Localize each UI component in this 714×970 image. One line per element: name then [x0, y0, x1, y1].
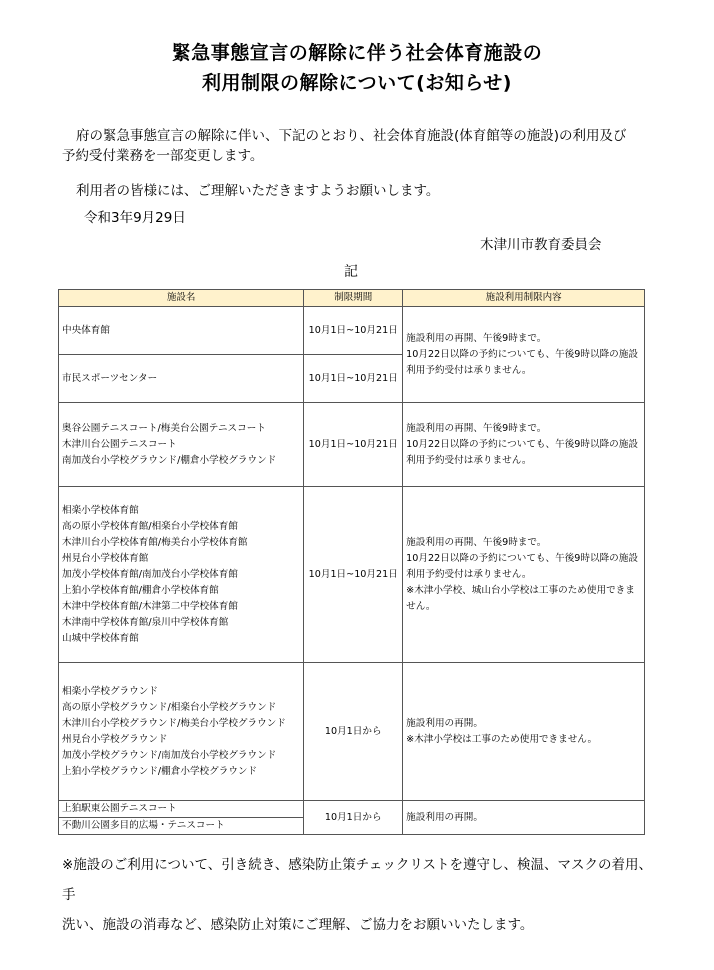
period-cell: 10月1日から [304, 663, 403, 801]
table-row [59, 403, 645, 487]
content-line: 10月22日以降の予約についても、午後9時以降の施設 [406, 552, 638, 564]
facility-name: 高の原小学校グラウンド/相楽台小学校グラウンド [62, 701, 277, 713]
content-line: ※木津小学校、城山台小学校は工事のため使用できま [406, 584, 635, 596]
facility-cell [59, 355, 304, 403]
facility-cell [59, 818, 304, 835]
title-line-2: 利用制限の解除について(お知らせ) [202, 72, 512, 94]
table-row [59, 663, 645, 801]
facility-name: 上狛小学校グラウンド/棚倉小学校グラウンド [62, 765, 258, 777]
facility-name: 上狛小学校体育館/棚倉小学校体育館 [62, 584, 219, 596]
facility-name: 州見台小学校グラウンド [62, 733, 168, 745]
facility-name: 奥谷公園テニスコート/梅美台公園テニスコート [62, 422, 266, 434]
content-cell [403, 307, 645, 403]
facility-name: 市民スポーツセンター [62, 372, 158, 384]
facility-name: 山城中学校体育館 [62, 632, 139, 644]
facility-name: 木津南中学校体育館/泉川中学校体育館 [62, 616, 229, 628]
intro-paragraph-1 [62, 126, 662, 166]
content-line: 施設利用の再開、午後9時まで。 [406, 332, 547, 344]
notice-date: 令和3年9月29日 [84, 210, 186, 226]
facility-name: 高の原小学校体育館/相楽台小学校体育館 [62, 520, 238, 532]
content-line: 施設利用の再開。 [406, 811, 483, 823]
facility-name: 中央体育館 [62, 324, 110, 336]
facility-cell [59, 307, 304, 355]
facility-cell [59, 403, 304, 487]
facility-name: 南加茂台小学校グラウンド/棚倉小学校グラウンド [62, 454, 277, 466]
period-cell: 10月1日~10月21日 [304, 307, 403, 355]
table-header-row [59, 290, 645, 307]
content-cell [403, 403, 645, 487]
facility-cell [59, 663, 304, 801]
footer-note [62, 850, 662, 940]
table-row [59, 307, 645, 355]
header-period: 制限期間 [304, 290, 403, 307]
facility-name: 相楽小学校体育館 [62, 504, 139, 516]
facility-name: 木津川台公園テニスコート [62, 438, 177, 450]
facility-name: 上狛駅東公園テニスコート [62, 803, 177, 814]
content-line: せん。 [406, 600, 436, 612]
period-cell: 10月1日~10月21日 [304, 403, 403, 487]
facility-name: 加茂小学校体育館/南加茂台小学校体育館 [62, 568, 238, 580]
period-cell: 10月1日~10月21日 [304, 355, 403, 403]
footer-line-1: ※施設のご利用について、引き続き、感染防止策チェックリストを遵守し、検温、マスクの着用、手 [62, 857, 653, 903]
facility-name: 不動川公園多目的広場・テニスコート [62, 820, 225, 831]
intro-paragraph-2: 利用者の皆様には、ご理解いただきますようお願いします。 [76, 183, 440, 199]
period-cell: 10月1日から [304, 801, 403, 835]
facility-name: 木津川台小学校体育館/梅美台小学校体育館 [62, 536, 248, 548]
content-line: 施設利用の再開、午後9時まで。 [406, 536, 547, 548]
content-line: 利用予約受付は承りません。 [406, 568, 532, 580]
content-cell [403, 663, 645, 801]
intro-paragraph-1-line-1: 府の緊急事態宣言の解除に伴い、下記のとおり、社会体育施設(体育館等の施設)の利用及び [76, 128, 627, 144]
facility-name: 木津中学校体育館/木津第二中学校体育館 [62, 600, 238, 612]
footer-line-2: 洗い、施設の消毒など、感染防止対策にご理解、ご協力をお願いいたします。 [62, 917, 534, 933]
period-cell: 10月1日~10月21日 [304, 487, 403, 663]
facility-cell [59, 487, 304, 663]
content-line: 10月22日以降の予約についても、午後9時以降の施設 [406, 348, 638, 360]
facility-name: 州見台小学校体育館 [62, 552, 149, 564]
content-line: ※木津小学校は工事のため使用できません。 [406, 733, 598, 745]
table-row [59, 801, 645, 818]
content-cell [403, 801, 645, 835]
title-line-1: 緊急事態宣言の解除に伴う社会体育施設の [171, 42, 543, 64]
facility-restriction-table [58, 289, 645, 835]
facility-name: 木津川台小学校グラウンド/梅美台小学校グラウンド [62, 717, 286, 729]
content-line: 10月22日以降の予約についても、午後9時以降の施設 [406, 438, 638, 450]
intro-paragraph-1-line-2: 予約受付業務を一部変更します。 [62, 148, 264, 164]
content-line: 利用予約受付は承りません。 [406, 364, 532, 376]
facility-name: 相楽小学校グラウンド [62, 685, 158, 697]
content-cell [403, 487, 645, 663]
ki-heading: 記 [344, 264, 358, 280]
content-line: 施設利用の再開、午後9時まで。 [406, 422, 547, 434]
facility-cell [59, 801, 304, 818]
content-line: 施設利用の再開。 [406, 717, 483, 729]
issuer-name: 木津川市教育委員会 [480, 237, 602, 253]
header-facility: 施設名 [59, 290, 304, 307]
facility-name: 加茂小学校グラウンド/南加茂台小学校グラウンド [62, 749, 277, 761]
content-line: 利用予約受付は承りません。 [406, 454, 532, 466]
header-content: 施設利用制限内容 [403, 290, 645, 307]
table-row [59, 487, 645, 663]
